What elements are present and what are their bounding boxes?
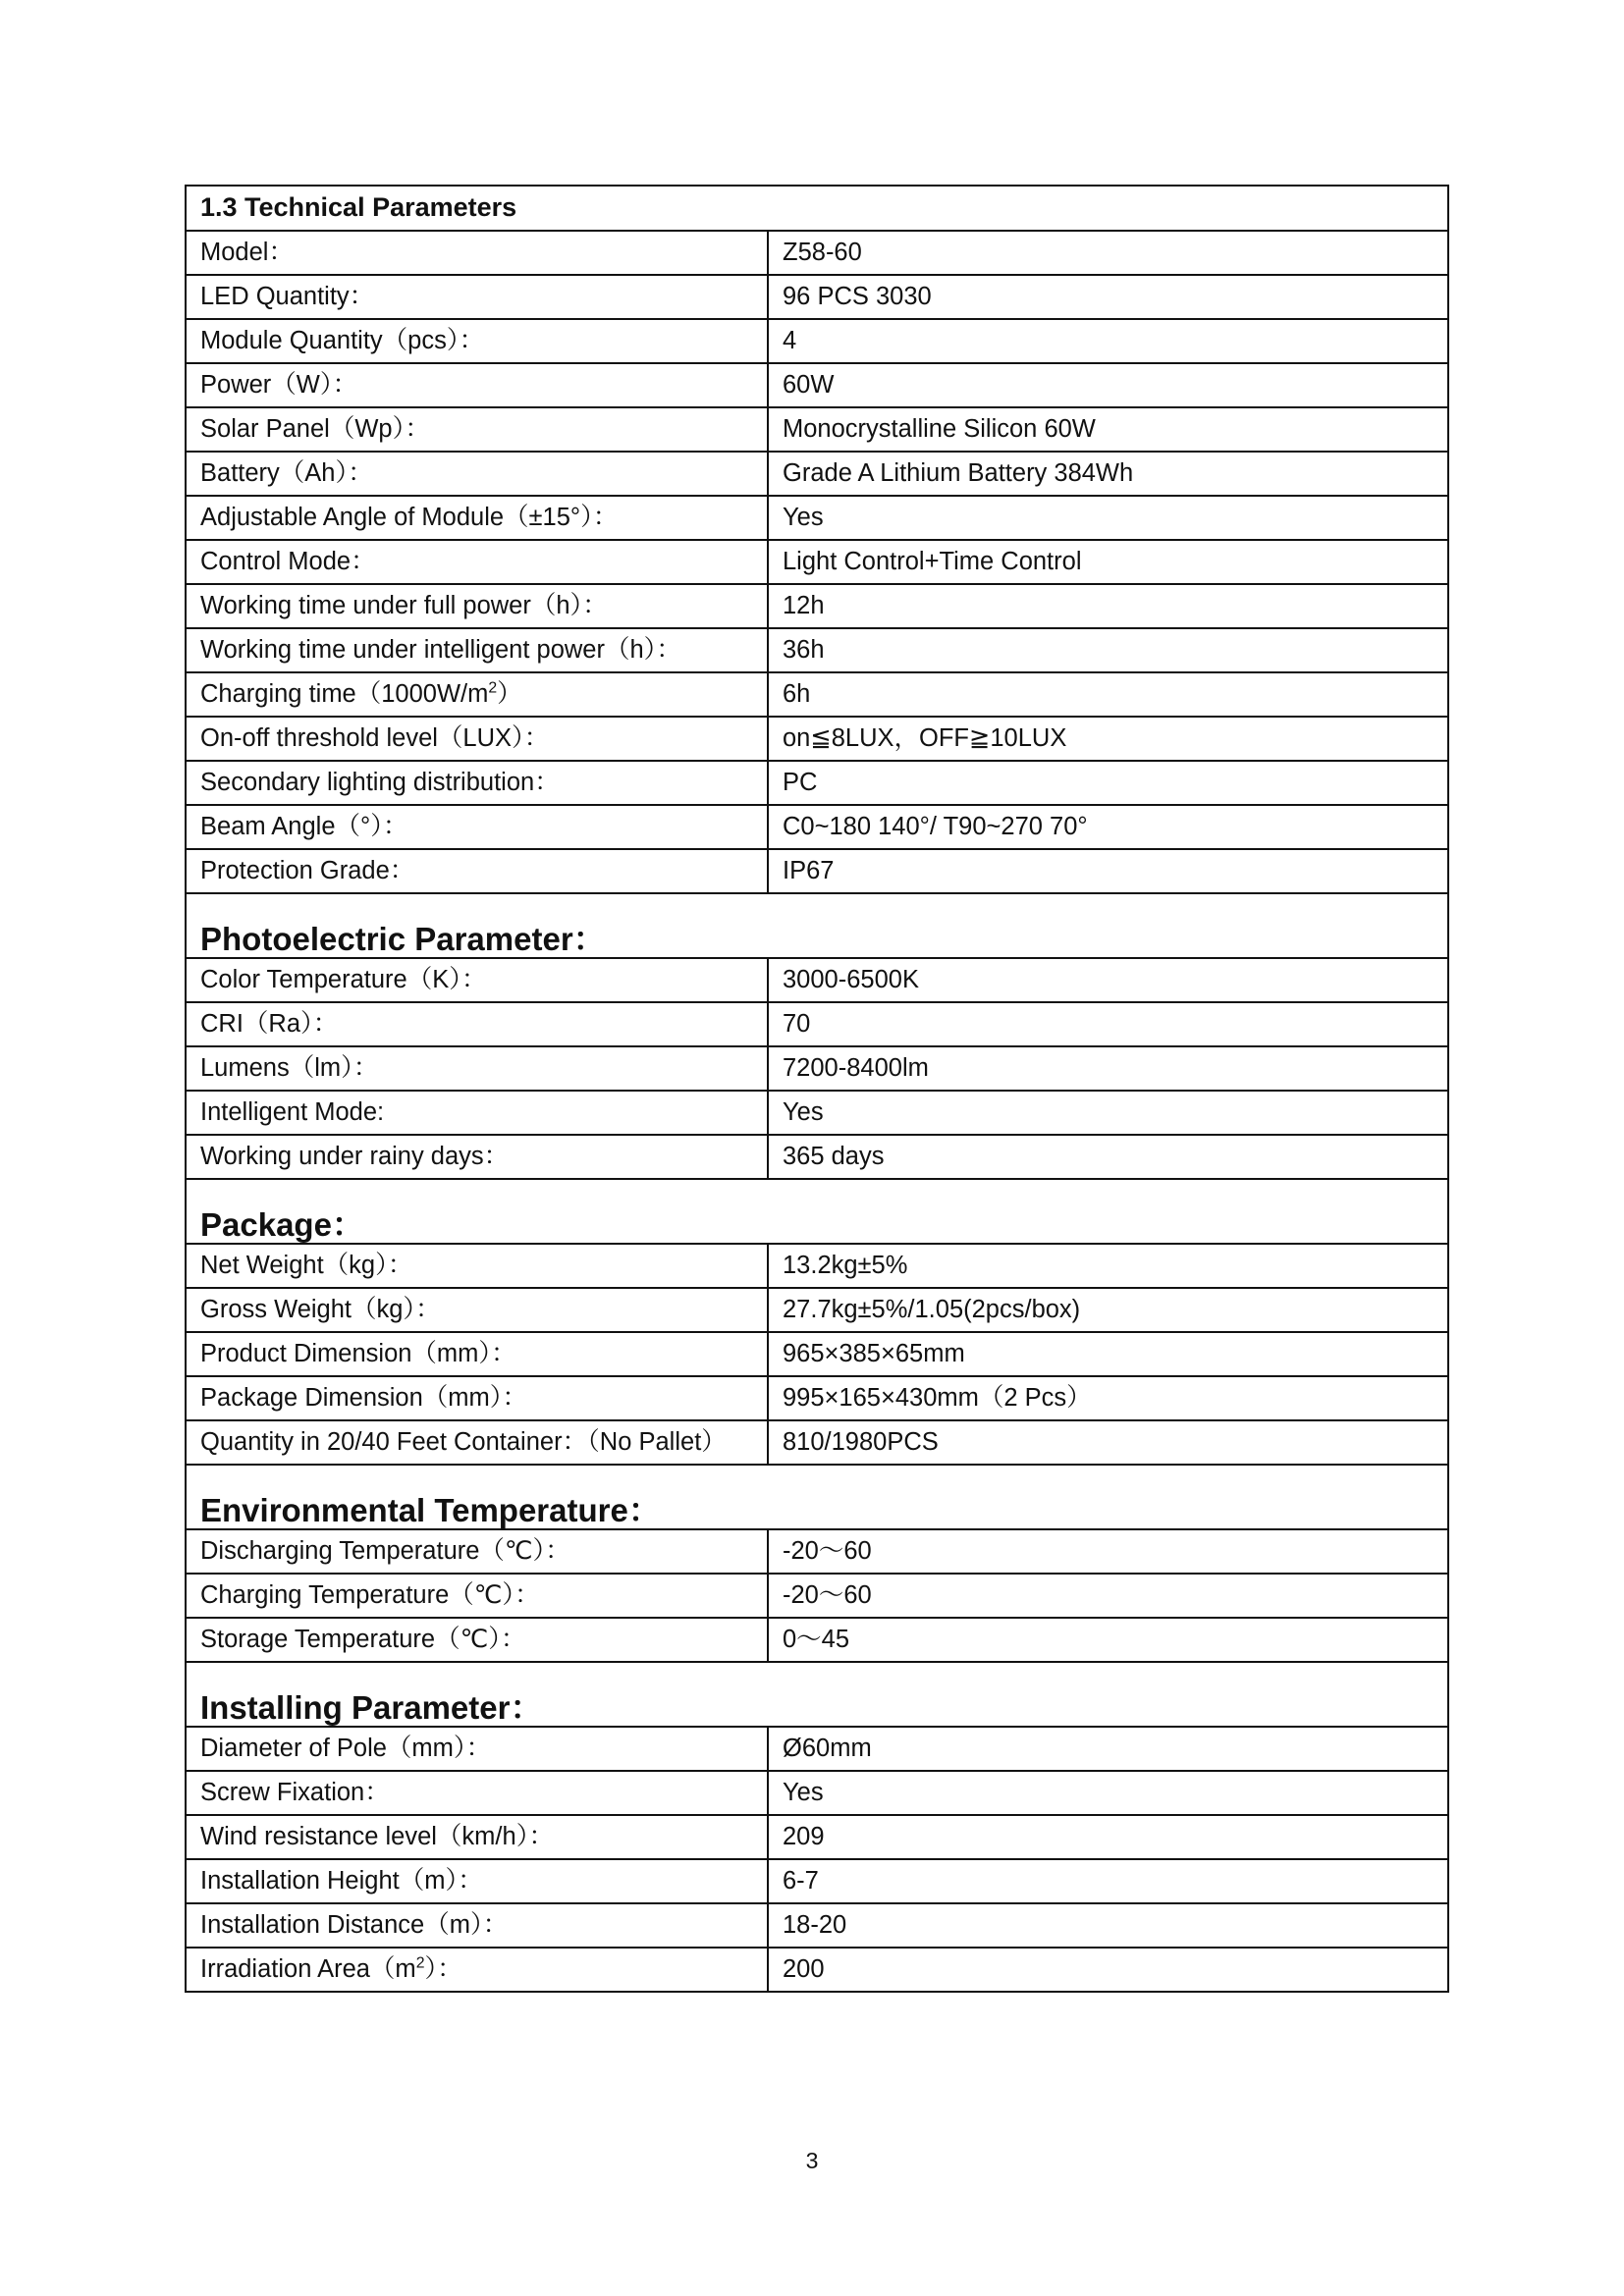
- param-label: Protection Grade：: [186, 849, 768, 893]
- param-value: -20～60: [768, 1529, 1448, 1574]
- table-row: [186, 958, 1448, 1002]
- param-value: 810/1980PCS: [768, 1420, 1448, 1465]
- param-value: 365 days: [768, 1135, 1448, 1179]
- param-label: Wind resistance level（km/h）：: [186, 1815, 768, 1859]
- param-value: Yes: [768, 496, 1448, 540]
- table-row: [186, 275, 1448, 319]
- param-value: 200: [768, 1948, 1448, 1992]
- param-label: Working time under full power（h）：: [186, 584, 768, 628]
- param-value: Ø60mm: [768, 1727, 1448, 1771]
- table-row: [186, 1948, 1448, 1992]
- param-value: 4: [768, 319, 1448, 363]
- param-value: C0~180 140°/ T90~270 70°: [768, 805, 1448, 849]
- table-row: [186, 540, 1448, 584]
- param-label: Battery（Ah）：: [186, 452, 768, 496]
- param-label: Power（W）：: [186, 363, 768, 407]
- table-row: [186, 496, 1448, 540]
- param-label: Color Temperature（K）：: [186, 958, 768, 1002]
- table-row: [186, 849, 1448, 893]
- param-value: 7200-8400lm: [768, 1046, 1448, 1091]
- table-title: 1.3 Technical Parameters: [186, 186, 1448, 231]
- param-value: 0～45: [768, 1618, 1448, 1662]
- param-label: Lumens（lm）：: [186, 1046, 768, 1091]
- section-heading-row: [186, 1465, 1448, 1529]
- param-label-text: Irradiation Area（m: [200, 1955, 416, 1984]
- param-label: Charging Temperature（℃）：: [186, 1574, 768, 1618]
- param-label: Working under rainy days：: [186, 1135, 768, 1179]
- param-label: Model：: [186, 231, 768, 275]
- param-value: 6h: [768, 672, 1448, 717]
- table-row: [186, 1529, 1448, 1574]
- section-heading-package: Package：: [186, 1179, 1448, 1244]
- param-value: IP67: [768, 849, 1448, 893]
- table-title-row: [186, 186, 1448, 231]
- param-value: Light Control+Time Control: [768, 540, 1448, 584]
- param-label: Secondary lighting distribution：: [186, 761, 768, 805]
- table-row: [186, 805, 1448, 849]
- table-row: [186, 1091, 1448, 1135]
- param-label: LED Quantity：: [186, 275, 768, 319]
- param-label: Quantity in 20/40 Feet Container：（No Pallet）: [186, 1420, 768, 1465]
- table-row: [186, 1135, 1448, 1179]
- param-value: 96 PCS 3030: [768, 275, 1448, 319]
- param-label: CRI（Ra）：: [186, 1002, 768, 1046]
- param-value: Grade A Lithium Battery 384Wh: [768, 452, 1448, 496]
- param-label: Storage Temperature（℃）：: [186, 1618, 768, 1662]
- table-row: [186, 1376, 1448, 1420]
- table-row: [186, 231, 1448, 275]
- param-value: Monocrystalline Silicon 60W: [768, 407, 1448, 452]
- param-value: 209: [768, 1815, 1448, 1859]
- table-row: [186, 1903, 1448, 1948]
- table-row: [186, 717, 1448, 761]
- table-row: [186, 1859, 1448, 1903]
- param-label: Package Dimension（mm）：: [186, 1376, 768, 1420]
- section-heading-photoelectric: Photoelectric Parameter：: [186, 893, 1448, 958]
- param-value: 3000-6500K: [768, 958, 1448, 1002]
- param-label: Installation Distance（m）：: [186, 1903, 768, 1948]
- page-number: 3: [805, 2148, 819, 2173]
- param-label: Gross Weight（kg）：: [186, 1288, 768, 1332]
- param-value: 13.2kg±5%: [768, 1244, 1448, 1288]
- table-row: [186, 1815, 1448, 1859]
- param-label: [186, 672, 768, 717]
- param-label: Diameter of Pole（mm）：: [186, 1727, 768, 1771]
- param-label: Installation Height（m）：: [186, 1859, 768, 1903]
- param-label-suffix: ）: [497, 680, 522, 709]
- table-row: [186, 1618, 1448, 1662]
- spec-table: [185, 185, 1449, 1993]
- param-value: 18-20: [768, 1903, 1448, 1948]
- param-value: Yes: [768, 1091, 1448, 1135]
- section-heading-row: [186, 1662, 1448, 1727]
- param-label: Screw Fixation：: [186, 1771, 768, 1815]
- param-label-suffix: ）：: [424, 1955, 462, 1984]
- table-row: [186, 1046, 1448, 1091]
- param-label-superscript: 2: [488, 679, 498, 697]
- param-value: 70: [768, 1002, 1448, 1046]
- table-row: [186, 1288, 1448, 1332]
- param-value: 12h: [768, 584, 1448, 628]
- param-value: 6-7: [768, 1859, 1448, 1903]
- param-label-superscript: 2: [415, 1954, 425, 1972]
- table-row: [186, 1332, 1448, 1376]
- param-value: 27.7kg±5%/1.05(2pcs/box): [768, 1288, 1448, 1332]
- param-value: 995×165×430mm（2 Pcs）: [768, 1376, 1448, 1420]
- table-row: [186, 1420, 1448, 1465]
- param-label: Control Mode：: [186, 540, 768, 584]
- param-label: Solar Panel（Wp）：: [186, 407, 768, 452]
- table-row: [186, 1244, 1448, 1288]
- param-label: Module Quantity（pcs）：: [186, 319, 768, 363]
- param-label: Beam Angle（°）：: [186, 805, 768, 849]
- section-heading-row: [186, 893, 1448, 958]
- param-value: -20～60: [768, 1574, 1448, 1618]
- param-value: 36h: [768, 628, 1448, 672]
- param-label: Product Dimension（mm）：: [186, 1332, 768, 1376]
- param-value: Z58-60: [768, 231, 1448, 275]
- param-label: Net Weight（kg）：: [186, 1244, 768, 1288]
- section-heading-environmental: Environmental Temperature：: [186, 1465, 1448, 1529]
- param-value: on≦8LUX，OFF≧10LUX: [768, 717, 1448, 761]
- table-row: [186, 584, 1448, 628]
- table-row: [186, 628, 1448, 672]
- table-row: [186, 363, 1448, 407]
- table-row: [186, 319, 1448, 363]
- spec-table-body: [186, 186, 1448, 1992]
- section-heading-installing: Installing Parameter：: [186, 1662, 1448, 1727]
- table-row: [186, 1727, 1448, 1771]
- param-label: Working time under intelligent power（h）：: [186, 628, 768, 672]
- table-row: [186, 407, 1448, 452]
- param-value: Yes: [768, 1771, 1448, 1815]
- table-row: [186, 1574, 1448, 1618]
- section-heading-row: [186, 1179, 1448, 1244]
- param-label: Intelligent Mode:: [186, 1091, 768, 1135]
- param-value: 60W: [768, 363, 1448, 407]
- param-label: On-off threshold level（LUX）：: [186, 717, 768, 761]
- param-label: [186, 1948, 768, 1992]
- param-value: 965×385×65mm: [768, 1332, 1448, 1376]
- param-label-text: Charging time（1000W/m: [200, 680, 489, 709]
- table-row: [186, 452, 1448, 496]
- table-row: [186, 1002, 1448, 1046]
- table-row: [186, 761, 1448, 805]
- param-label: Adjustable Angle of Module（±15°）：: [186, 496, 768, 540]
- param-label: Discharging Temperature（℃）：: [186, 1529, 768, 1574]
- param-value: PC: [768, 761, 1448, 805]
- table-row: [186, 1771, 1448, 1815]
- table-row: [186, 672, 1448, 717]
